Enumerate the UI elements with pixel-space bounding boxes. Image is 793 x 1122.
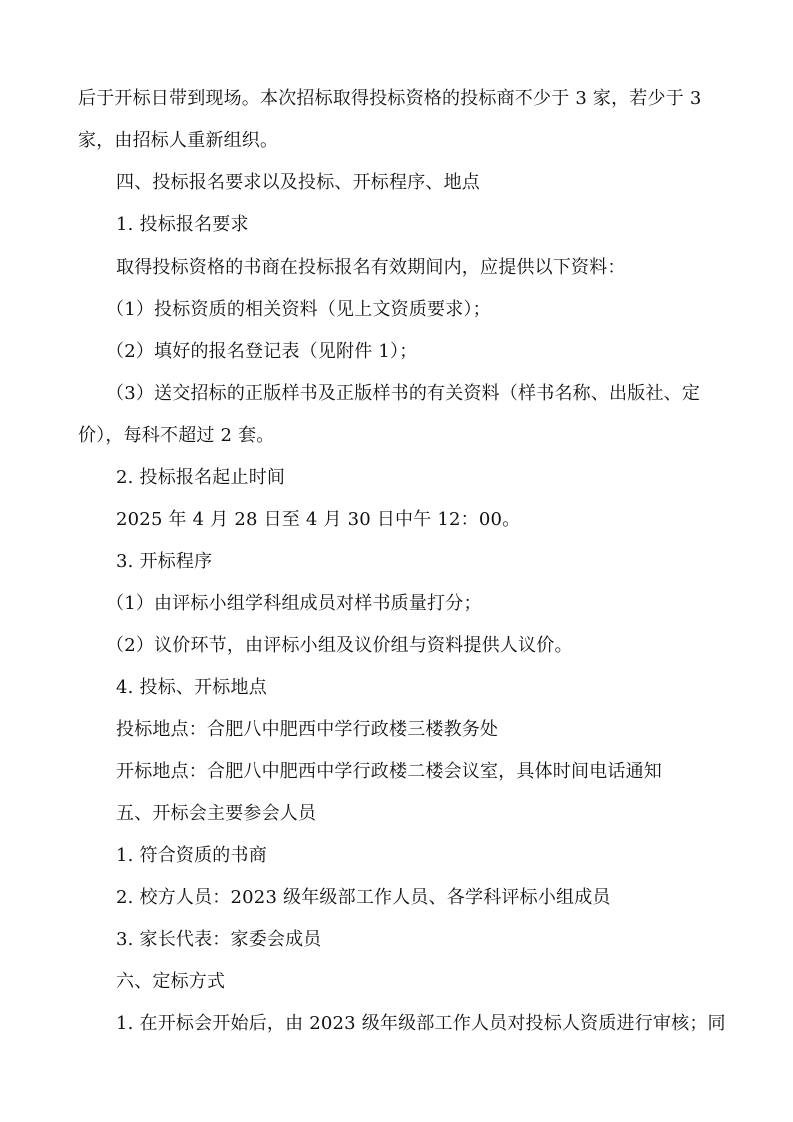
subheading-4: 4. 投标、开标地点 xyxy=(116,677,267,698)
date-line: 2025 年 4 月 28 日至 4 月 30 日中午 12：00。 xyxy=(116,509,521,530)
list-item-2: （2）填好的报名登记表（见附件 1）； xyxy=(106,341,418,362)
participant-1: 1. 符合资质的书商 xyxy=(116,845,267,866)
list-item-3: （3）送交招标的正版样书及正版样书的有关资料（样书名称、出版社、定 xyxy=(106,383,701,404)
section-heading-5: 五、开标会主要参会人员 xyxy=(116,803,317,824)
text-line-2: 家，由招标人重新组织。 xyxy=(78,130,279,151)
subheading-1: 1. 投标报名要求 xyxy=(116,214,249,235)
participant-2: 2. 校方人员：2023 级年级部工作人员、各学科评标小组成员 xyxy=(116,887,611,908)
text-line-1: 后于开标日带到现场。本次招标取得投标资格的投标商不少于 3 家，若少于 3 xyxy=(78,88,702,109)
list-item-1: （1）投标资质的相关资料（见上文资质要求）； xyxy=(106,299,491,320)
subheading-3: 3. 开标程序 xyxy=(116,551,213,572)
subheading-2: 2. 投标报名起止时间 xyxy=(116,467,286,488)
list-item-5: （2）议价环节，由评标小组及议价组与资料提供人议价。 xyxy=(106,635,573,656)
list-item-4: （1）由评标小组学科组成员对样书质量打分； xyxy=(106,593,482,614)
section-heading-4: 四、投标报名要求以及投标、开标程序、地点 xyxy=(116,172,480,193)
opening-location: 开标地点：合肥八中肥西中学行政楼二楼会议室，具体时间电话通知 xyxy=(116,761,662,782)
text-line-23: 1. 在开标会开始后，由 2023 级年级部工作人员对投标人资质进行审核；同 xyxy=(116,1013,726,1034)
text-line-9: 价），每科不超过 2 套。 xyxy=(78,425,275,446)
section-heading-6: 六、定标方式 xyxy=(116,971,226,992)
text-line-5: 取得投标资格的书商在投标报名有效期间内，应提供以下资料： xyxy=(116,257,626,278)
bid-location: 投标地点：合肥八中肥西中学行政楼三楼教务处 xyxy=(116,719,499,740)
participant-3: 3. 家长代表：家委会成员 xyxy=(116,929,322,950)
